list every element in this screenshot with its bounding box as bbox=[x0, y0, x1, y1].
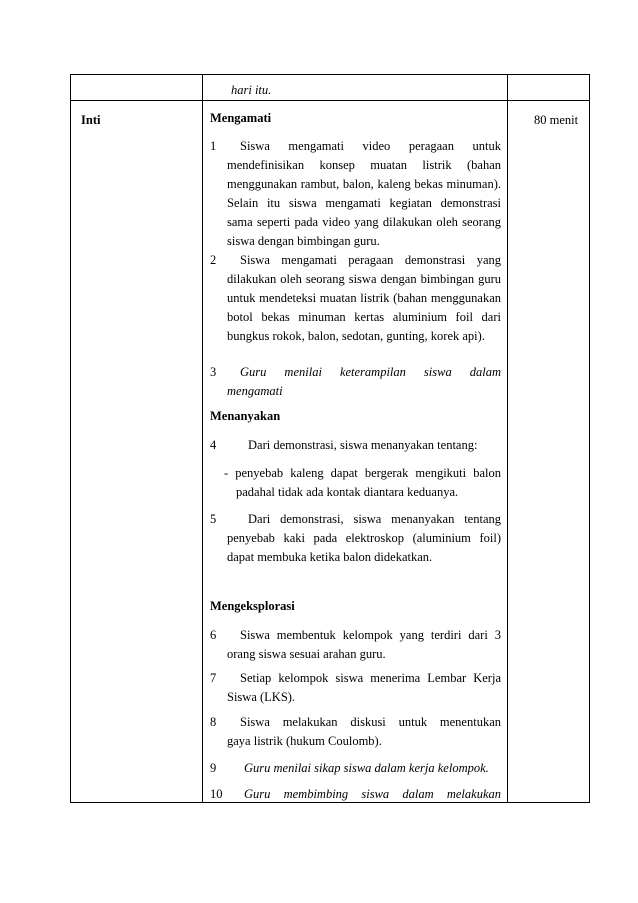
activity-item: 9Guru menilai sikap siswa dalam kerja kelompok. bbox=[210, 761, 489, 775]
activity-item: 7Setiap kelompok siswa menerima Lembar Kerja Siswa (LKS). bbox=[210, 671, 501, 704]
activity-item: 10Guru membimbing siswa dalam melakukan bbox=[210, 787, 501, 801]
sub-item: - penyebab kaleng dapat bergerak mengikuti balon padahal tidak ada kontak diantara keduanya. bbox=[224, 466, 501, 499]
previous-text: hari itu. bbox=[231, 83, 272, 97]
column-divider bbox=[202, 75, 203, 802]
stage-label: Inti bbox=[81, 113, 101, 127]
time-allocation: 80 menit bbox=[534, 113, 579, 127]
column-divider bbox=[507, 75, 508, 802]
activity-item: 6Siswa membentuk kelompok yang terdiri dari 3 orang siswa sesuai arahan guru. bbox=[210, 628, 501, 661]
activity-item: 5 Dari demonstrasi, siswa menanyakan tentang penyebab kaki pada elektroskop (aluminium foil) dapat membuka ketika balon didekatkan. bbox=[210, 512, 501, 564]
activity-item: 2Siswa mengamati peragaan demonstrasi yang dilakukan oleh seorang siswa dengan bimbingan guru untuk mendeteksi muatan listrik (bahan menggunakan botol bekas minuman kertas aluminium foil dari bungkus rokok, balon, sedotan, gunting, korek api). bbox=[210, 253, 501, 343]
activity-item: 3Guru menilai keterampilan siswa dalam mengamati bbox=[210, 365, 501, 398]
heading-menanyakan: Menanyakan bbox=[210, 409, 281, 423]
heading-mengeksplorasi: Mengeksplorasi bbox=[210, 599, 295, 613]
lesson-plan-table bbox=[70, 74, 590, 803]
activity-item: 4 Dari demonstrasi, siswa menanyakan tentang: bbox=[210, 438, 478, 452]
heading-mengamati: Mengamati bbox=[210, 111, 272, 125]
activity-item: 8Siswa melakukan diskusi untuk menentukan gaya listrik (hukum Coulomb). bbox=[210, 715, 501, 748]
row-divider bbox=[71, 100, 589, 101]
activity-item: 1Siswa mengamati video peragaan untuk mendefinisikan konsep muatan listrik (bahan menggunakan rambut, balon, kaleng bekas minuman). Selain itu siswa mengamati kegiatan demonstrasi sama seperti pada video yang dilakukan oleh seorang siswa dengan bimbingan guru. bbox=[210, 139, 501, 248]
